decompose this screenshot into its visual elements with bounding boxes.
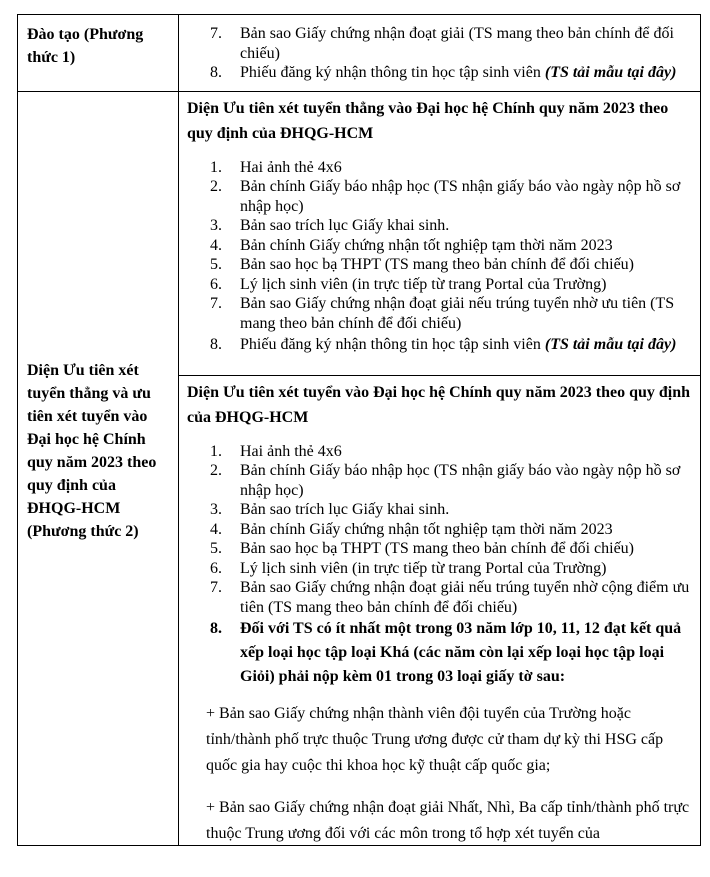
document-list bbox=[187, 24, 692, 83]
list-item: 6. Lý lịch sinh viên (in trực tiếp từ trang Portal của Trường) bbox=[210, 275, 607, 293]
list-item: 7. Bản sao Giấy chứng nhận đoạt giải (TS mang theo bản chính để đối chiếu) bbox=[210, 25, 674, 62]
list-item: 6. Lý lịch sinh viên (in trực tiếp từ trang Portal của Trường) bbox=[210, 559, 607, 577]
list-item: 8. Phiếu đăng ký nhận thông tin học tập sinh viên (TS tải mẫu tại đây) bbox=[210, 64, 677, 81]
list-item: 1. Hai ảnh thẻ 4x6 bbox=[210, 442, 342, 460]
list-item: 3. Bản sao trích lục Giấy khai sinh. bbox=[210, 501, 450, 518]
list-item: 4. Bản chính Giấy chứng nhận tốt nghiệp tạm thời năm 2023 bbox=[210, 520, 613, 538]
table-row bbox=[17, 92, 701, 846]
document-list bbox=[187, 158, 692, 357]
download-form-link[interactable]: (TS tải mẫu tại đây) bbox=[544, 64, 677, 81]
document-list bbox=[187, 442, 692, 690]
list-item: 3. Bản sao trích lục Giấy khai sinh. bbox=[210, 217, 450, 234]
list-item: 1. Hai ảnh thẻ 4x6 bbox=[210, 158, 342, 176]
row-label-phuong-thuc-1: Đào tạo (Phương thức 1) bbox=[18, 15, 179, 91]
section-title: Diện Ưu tiên xét tuyển thẳng vào Đại học hệ Chính quy năm 2023 theo quy định của ĐHQG-HCM bbox=[187, 99, 669, 142]
download-form-link[interactable]: (TS tải mẫu tại đây) bbox=[544, 336, 677, 353]
list-item: 4. Bản chính Giấy chứng nhận tốt nghiệp tạm thời năm 2023 bbox=[210, 236, 613, 254]
list-item: 2. Bản chính Giấy báo nhập học (TS nhận giấy báo vào ngày nộp hồ sơ nhập học) bbox=[210, 462, 681, 499]
paragraph: + Bản sao Giấy chứng nhận thành viên đội tuyển của Trường hoặc tỉnh/thành phố trực thuộc Trung ương được cử tham dự kỳ thi HSG cấp quốc gia hay cuộc thi khoa học kỹ thuật cấp quốc gia; bbox=[206, 705, 664, 774]
list-item-bold: 8. Đối với TS có ít nhất một trong 03 năm lớp 10, 11, 12 đạt kết quả xếp loại học tập loại Khá (các năm còn lại xếp loại học tập loại Giỏi) phải nộp kèm 01 trong 03 loại giấy tờ sau: bbox=[210, 620, 682, 685]
table-row bbox=[17, 14, 701, 92]
paragraph: + Bản sao Giấy chứng nhận đoạt giải Nhất, Nhì, Ba cấp tỉnh/thành phố trực thuộc Trung ương đối với các môn trong tổ hợp xét tuyển của bbox=[206, 799, 690, 842]
list-item: 2. Bản chính Giấy báo nhập học (TS nhận giấy báo vào ngày nộp hồ sơ nhập học) bbox=[210, 178, 681, 215]
list-item: 7. Bản sao Giấy chứng nhận đoạt giải nếu trúng tuyển nhờ ưu tiên (TS mang theo bản chính để đối chiếu) bbox=[210, 295, 675, 332]
list-item: 7. Bản sao Giấy chứng nhận đoạt giải nếu trúng tuyển nhờ cộng điểm ưu tiên (TS mang theo bản chính để đối chiếu) bbox=[210, 579, 690, 616]
section-uu-tien-xet-tuyen bbox=[179, 376, 700, 845]
list-item: 8. Phiếu đăng ký nhận thông tin học tập sinh viên (TS tải mẫu tại đây) bbox=[210, 336, 677, 353]
document-table bbox=[17, 14, 701, 846]
row-label-phuong-thuc-2: Diện Ưu tiên xét tuyển thẳng và ưu tiên xét tuyển vào Đại học hệ Chính quy năm 2023 theo quy định của ĐHQG-HCM (Phương thức 2) bbox=[18, 92, 179, 845]
list-item: 5. Bản sao học bạ THPT (TS mang theo bản chính để đối chiếu) bbox=[210, 540, 634, 557]
section-xet-tuyen-thang bbox=[179, 92, 700, 376]
list-item: 5. Bản sao học bạ THPT (TS mang theo bản chính để đối chiếu) bbox=[210, 256, 634, 273]
section-title: Diện Ưu tiên xét tuyển vào Đại học hệ Chính quy năm 2023 theo quy định của ĐHQG-HCM bbox=[187, 383, 691, 426]
